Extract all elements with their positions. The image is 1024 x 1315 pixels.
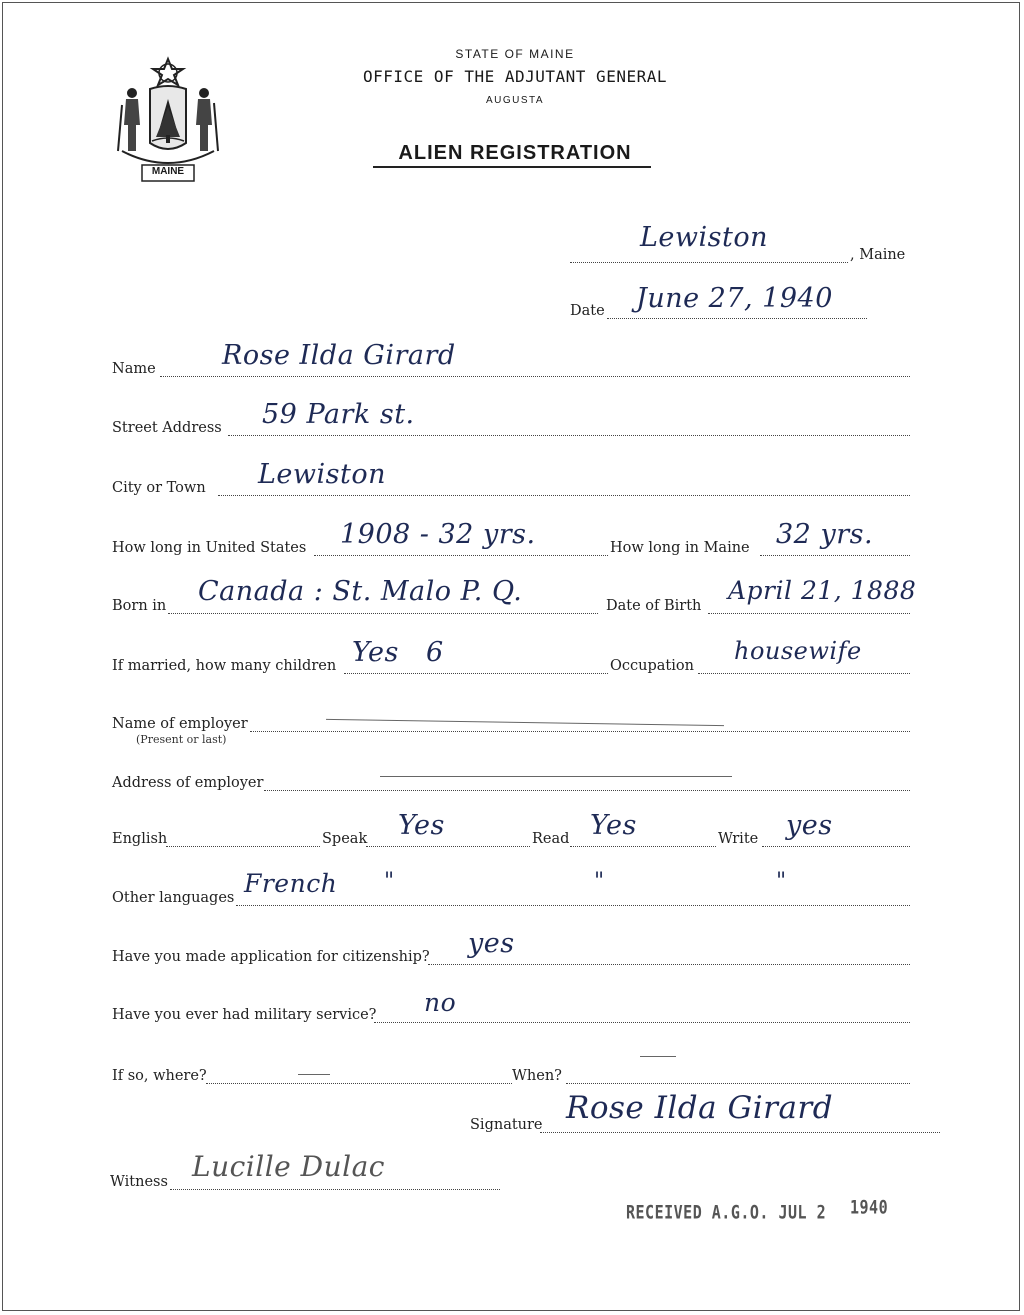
employer-address-blank-stroke [380,776,732,777]
city-line [218,495,910,496]
other-languages-ditto-3: " [776,869,787,894]
witness-line [170,1189,500,1190]
place-line [570,262,848,263]
date-value: June 27, 1940 [636,283,833,314]
born-in-label: Born in [112,598,167,614]
occupation-value: housewife [734,637,862,665]
occupation-line [698,673,910,674]
where-blank-stroke [298,1074,330,1075]
english-line [166,846,320,847]
date-line [607,318,867,319]
write-value: yes [786,810,833,841]
city-heading: AUGUSTA [485,95,545,106]
military-value: no [424,988,457,1017]
street-line [228,435,910,436]
name-label: Name [112,361,156,377]
form-title: ALIEN REGISTRATION [398,142,632,164]
born-in-line [168,613,598,614]
born-in-value: Canada : St. Malo P. Q. [198,576,523,607]
received-stamp: RECEIVED A.G.O. JUL 2 [626,1200,827,1224]
citizenship-line [428,964,910,965]
witness-value: Lucille Dulac [192,1150,385,1183]
witness-label: Witness [110,1174,168,1190]
place-value: Lewiston [640,222,769,253]
where-line [206,1083,512,1084]
other-languages-ditto-1: " [384,869,395,894]
us-duration-line [314,555,608,556]
write-line [762,846,910,847]
name-value: Rose Ilda Girard [222,340,456,371]
employer-note: (Present or last) [136,733,227,746]
occupation-label: Occupation [610,658,694,674]
city-value: Lewiston [258,459,387,490]
children-label: If married, how many children [112,658,337,674]
title-underline [373,166,651,168]
seal-ribbon-text: MAINE [151,166,185,177]
birth-date-line [708,613,910,614]
date-label: Date [570,303,605,319]
where-label: If so, where? [112,1068,207,1084]
read-label: Read [532,831,570,847]
street-label: Street Address [112,420,222,436]
name-line [160,376,910,377]
employer-address-label: Address of employer [112,775,264,791]
citizenship-label: Have you made application for citizenship? [112,949,430,965]
other-languages-ditto-2: " [594,869,605,894]
birth-date-label: Date of Birth [606,598,702,614]
read-value: Yes [590,810,637,841]
other-languages-line [236,905,910,906]
children-line [344,673,608,674]
military-label: Have you ever had military service? [112,1007,377,1023]
employer-address-line [264,790,910,791]
military-line [374,1022,910,1023]
write-label: Write [718,831,759,847]
children-value: Yes 6 [352,637,444,668]
other-languages-value: French [244,869,338,898]
when-label: When? [512,1068,562,1084]
birth-date-value: April 21, 1888 [728,576,917,605]
speak-line [366,846,530,847]
employer-line [250,731,910,732]
place-suffix: , Maine [850,247,906,263]
read-line [570,846,716,847]
other-languages-label: Other languages [112,890,235,906]
signature-value: Rose Ilda Girard [566,1090,834,1126]
us-duration-label: How long in United States [112,540,307,556]
when-blank-stroke [640,1056,676,1057]
signature-label: Signature [470,1117,543,1133]
us-duration-value: 1908 - 32 yrs. [340,519,536,550]
speak-label: Speak [322,831,368,847]
maine-duration-value: 32 yrs. [776,519,874,550]
page-border [2,2,1020,1311]
when-line [566,1083,910,1084]
state-heading: STATE OF MAINE [455,47,575,61]
signature-line [540,1132,940,1133]
received-stamp-year: 1940 [850,1195,889,1219]
citizenship-value: yes [468,928,515,959]
maine-duration-line [760,555,910,556]
english-label: English [112,831,168,847]
employer-label: Name of employer [112,716,248,732]
maine-duration-label: How long in Maine [610,540,750,556]
street-value: 59 Park st. [262,399,415,430]
city-label: City or Town [112,480,206,496]
office-heading: OFFICE OF THE ADJUTANT GENERAL [363,67,667,86]
speak-value: Yes [398,810,445,841]
